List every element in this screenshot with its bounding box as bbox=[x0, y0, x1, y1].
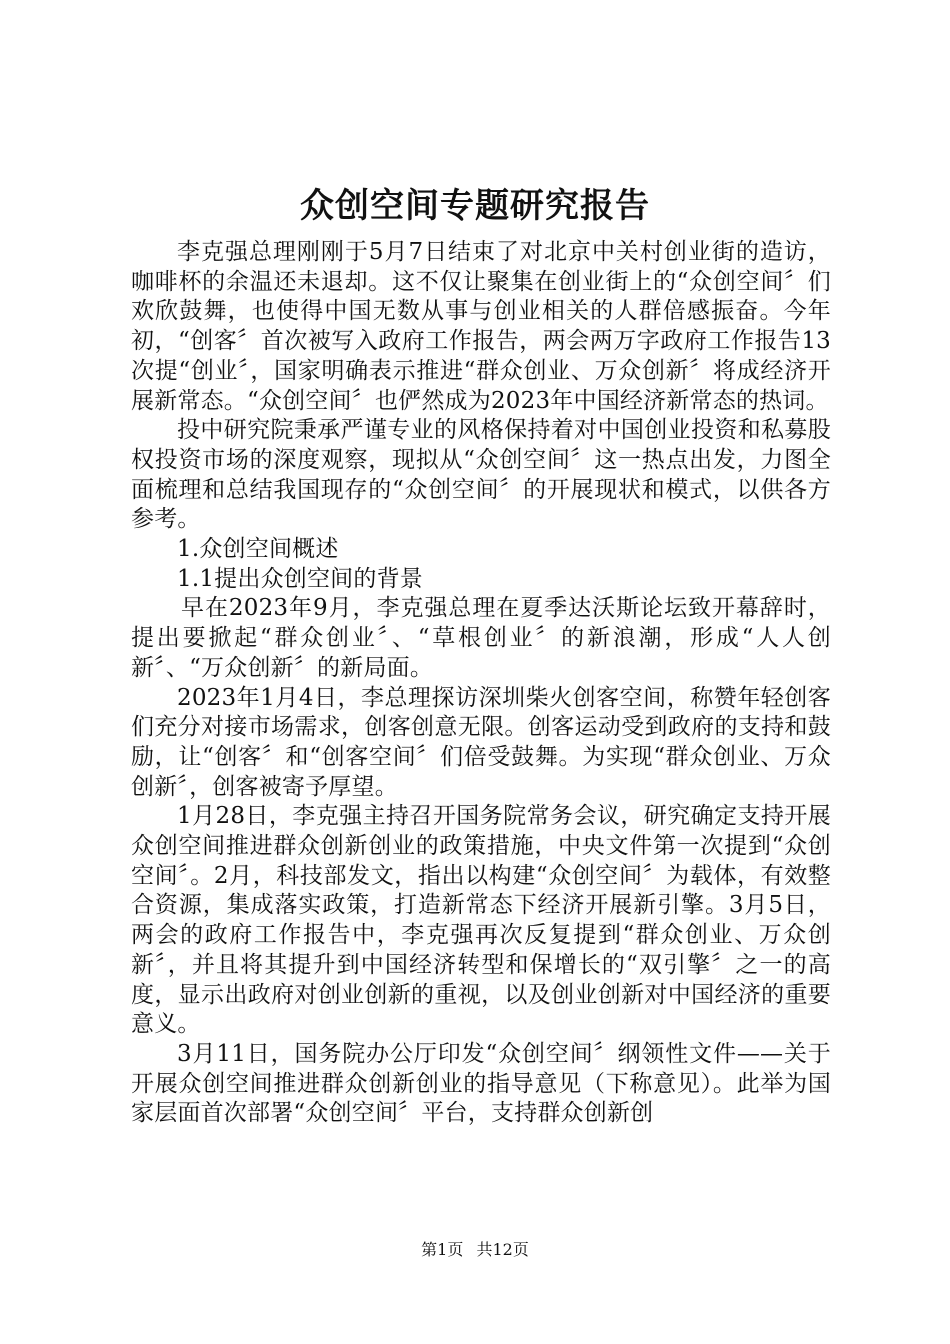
paragraph-state-council: 1月28日，李克强主持召开国务院常务会议，研究确定支持开展众创空间推进群众创新创业的政策措施，中央文件第一次提到“众创空间〞。2月，科技部发文，指出以构建“众创空间〞为载体，有效整合资源，集成落实政策，打造新常态下经济开展新引擎。3月5日，两会的政府工作报告中，李克强再次反复提到“群众创业、万众创新〞，并且将其提升到中国经济转型和保增长的“双引擎〞之一的高度，显示出政府对创业创新的重视，以及创业创新对中国经济的重要意义。 bbox=[131, 803, 831, 1038]
section-heading-overview: 1.众创空间概述 bbox=[177, 536, 339, 563]
paragraph-davos: 早在2023年9月，李克强总理在夏季达沃斯论坛致开幕辞时，提出要掀起“群众创业〞、“草根创业〞的新浪潮，形成“人人创新〞、“万众创新〞的新局面。 bbox=[131, 595, 831, 681]
page-total: 共12页 bbox=[476, 1240, 529, 1259]
page-number: 第1页 bbox=[421, 1240, 464, 1259]
paragraph-shenzhen-visit: 2023年1月4日，李总理探访深圳柴火创客空间，称赞年轻创客们充分对接市场需求，创客创意无限。创客运动受到政府的支持和鼓励，让“创客〞和“创客空间〞们倍受鼓舞。为实现“群众创业、万众创新〞，创客被寄予厚望。 bbox=[131, 684, 831, 800]
document-body bbox=[131, 238, 831, 1129]
subsection-heading-background: 1.1提出众创空间的背景 bbox=[177, 565, 423, 592]
document-title: 众创空间专题研究报告 bbox=[300, 186, 650, 226]
paragraph-guidance-opinion: 3月11日，国务院办公厅印发“众创空间〞纲领性文件——关于开展众创空间推进群众创新创业的指导意见（下称意见）。此举为国家层面首次部署“众创空间〞平台，支持群众创新创 bbox=[131, 1040, 831, 1127]
paragraph-research-institute: 投中研究院秉承严谨专业的风格保持着对中国创业投资和私募股权投资市场的深度观察，现拟从“众创空间〞这一热点出发，力图全面梳理和总结我国现存的“众创空间〞的开展现状和模式，以供各方参考。 bbox=[131, 417, 831, 533]
paragraph-intro: 李克强总理刚刚于5月7日结束了对北京中关村创业街的造访，咖啡杯的余温还未退却。这不仅让聚集在创业街上的“众创空间〞们欢欣鼓舞，也使得中国无数从事与创业相关的人群倍感振奋。今年初，“创客〞首次被写入政府工作报告，两会两万字政府工作报告13次提“创业〞，国家明确表示推进“群众创业、万众创新〞将成经济开展新常态。“众创空间〞也俨然成为2023年中国经济新常态的热词。 bbox=[131, 239, 831, 414]
page-footer bbox=[0, 1240, 950, 1260]
